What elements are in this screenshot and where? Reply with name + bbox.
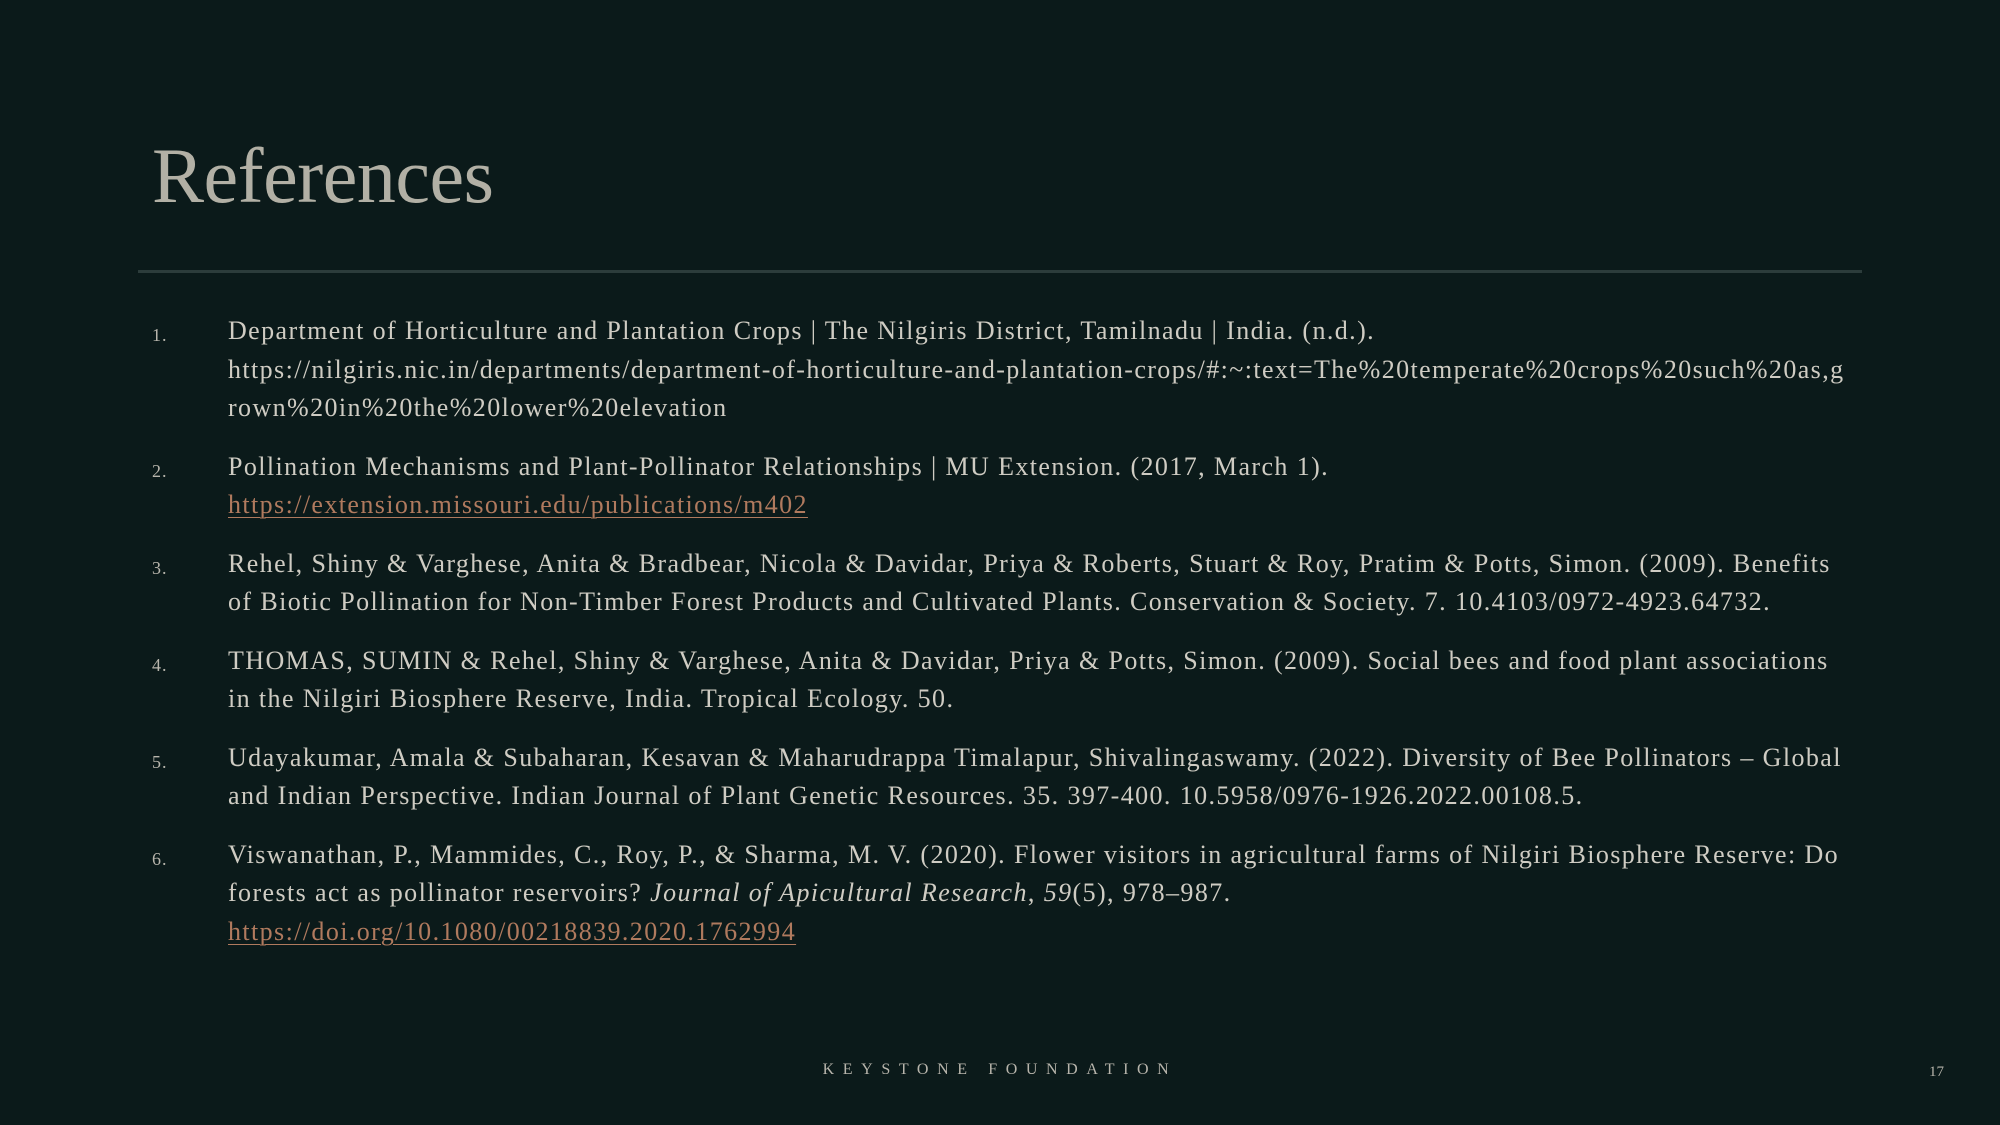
reference-item-3 (152, 545, 1852, 622)
reference-pages: (5), 978–987. (1072, 878, 1232, 907)
reference-item-4 (152, 642, 1852, 719)
reference-item-6 (152, 836, 1852, 952)
reference-item-2 (152, 448, 1852, 525)
reference-text (228, 836, 1852, 913)
reference-text: THOMAS, SUMIN & Rehel, Shiny & Varghese, Anita & Davidar, Priya & Potts, Simon. (2009). Social bees and food plant associations in the Nilgiri Biosphere Reserve, India. Tropical Ecology. 50. (228, 645, 1829, 713)
reference-number: 6. (152, 848, 168, 869)
reference-list (152, 312, 1852, 971)
reference-text: Rehel, Shiny & Varghese, Anita & Bradbear, Nicola & Davidar, Priya & Roberts, Stuart & Roy, Pratim & Potts, Simon. (2009). Benefits of Biotic Pollination for Non-Timber Forest Products and Cultivated Plants. Conservation & Society. 7. 10.4103/0972-4923.64732. (228, 548, 1831, 616)
reference-number: 4. (152, 654, 168, 675)
reference-text: Udayakumar, Amala & Subaharan, Kesavan & Maharudrappa Timalapur, Shivalingaswamy. (2022). Diversity of Bee Pollinators – Global and Indian Perspective. Indian Journal of Plant Genetic Resources. 35. 397-400. 10.5958/0976-1926.2022.00108.5. (228, 742, 1842, 810)
reference-text: Department of Horticulture and Plantation Crops | The Nilgiris District, Tamilnadu | India. (n.d.). (228, 316, 1376, 345)
reference-number: 1. (152, 325, 168, 345)
title-divider (138, 270, 1862, 273)
reference-link[interactable]: https://extension.missouri.edu/publications/m402 (228, 490, 808, 519)
journal-title: Journal of Apicultural Research (650, 878, 1028, 907)
reference-text: Pollination Mechanisms and Plant-Pollinator Relationships | MU Extension. (2017, March 1). (228, 451, 1330, 481)
reference-url-text: https://nilgiris.nic.in/departments/department-of-horticulture-and-plantation-crops/#:~:text=The%20temperate%20crops%20such%20as,grown%20in%20the%20lower%20elevation (228, 354, 1845, 422)
journal-volume: 59 (1043, 878, 1073, 907)
reference-text-main: Viswanathan, P., Mammides, C., Roy, P., & Sharma, M. V. (2020). Flower visitors in agricultural farms of Nilgiri Biosphere Reserve: Do forests act as pollinator reservoirs? (228, 839, 1840, 907)
page-title: References (152, 132, 494, 219)
reference-number: 5. (152, 751, 168, 772)
reference-link[interactable]: https://doi.org/10.1080/00218839.2020.1762994 (228, 916, 797, 946)
reference-separator: , (1027, 878, 1044, 907)
footer-brand: KEYSTONE FOUNDATION (822, 1061, 1178, 1078)
reference-number: 3. (152, 557, 168, 578)
reference-item-1 (152, 312, 1852, 428)
page-number: 17 (1929, 1064, 1944, 1080)
reference-number: 2. (152, 460, 168, 481)
reference-item-5 (152, 739, 1852, 816)
